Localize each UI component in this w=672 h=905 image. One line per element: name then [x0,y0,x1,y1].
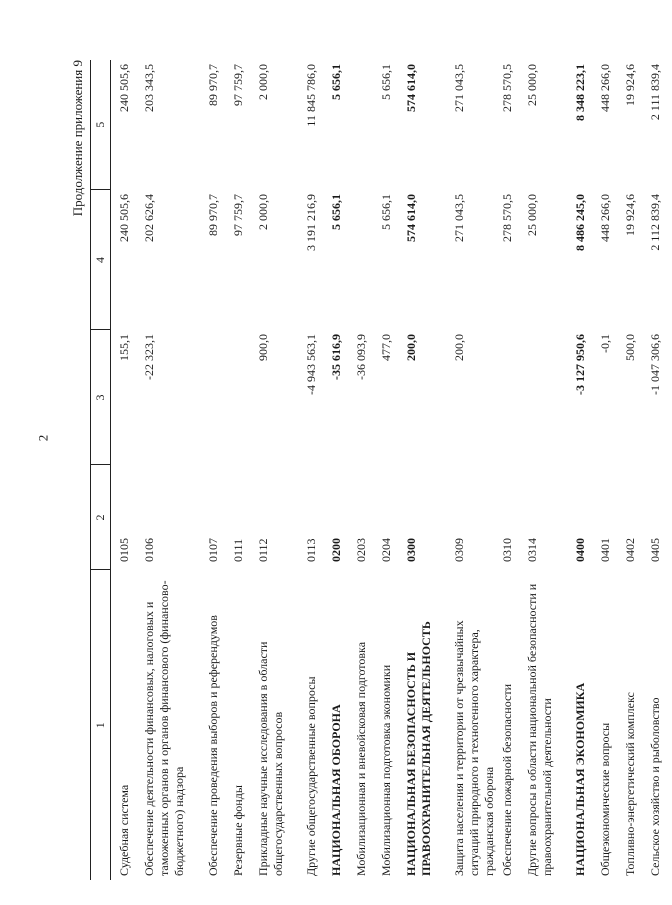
appendix-caption: Продолжение приложения 9 [70,60,85,217]
column-header: 3 [91,330,111,465]
row-code: 0113 [304,538,318,562]
row-name: Обеспечение деятельности финансовых, налоговых и таможенных органов и органов финансового (финансово-бюджетного) надзора [142,580,186,876]
table-row [499,60,524,880]
row-col3: -4 943 563,1 [304,334,318,395]
row-col5: 240 505,6 [117,64,131,112]
table-row [303,60,328,880]
row-name: Общеэкономические вопросы [598,722,612,876]
row-code: 0200 [329,538,343,562]
row-col4 [353,190,378,330]
row-code: 0203 [354,538,368,562]
row-col3: -35 616,9 [329,334,343,380]
row-col3 [230,330,255,465]
row-col5: 97 759,7 [231,64,245,106]
table-row [524,60,572,880]
row-col4: 97 759,7 [231,194,245,236]
row-col4: 271 043,5 [452,194,466,242]
row-col5: 271 043,5 [452,64,466,112]
row-col3: 500,0 [623,334,637,361]
row-col4: 89 970,7 [206,194,220,236]
row-col4: 19 924,6 [623,194,637,236]
row-name: Топливно-энергетический комплекс [623,692,637,876]
row-col5: 278 570,5 [500,64,514,112]
row-col3: 200,0 [452,334,466,361]
row-code: 0300 [404,538,418,562]
row-code: 0105 [117,538,131,562]
table-row [597,60,622,880]
column-header: 5 [91,60,111,190]
table-row [451,60,499,880]
row-col4: 240 505,6 [117,194,131,242]
row-col3: -3 127 950,6 [573,334,587,395]
row-name: НАЦИОНАЛЬНАЯ ЭКОНОМИКА [573,682,587,876]
row-col5: 2 111 839,4 [648,64,662,121]
row-code: 0402 [623,538,637,562]
row-col4: 448 266,0 [598,194,612,242]
row-name: Сельское хозяйство и рыболовство [648,697,662,876]
row-name: Резервные фонды [231,785,245,876]
row-col5: 574 614,0 [404,64,418,112]
row-col5: 89 970,7 [206,64,220,106]
row-col5: 5 656,1 [329,64,343,100]
row-col4: 8 486 245,0 [573,194,587,251]
column-header: 1 [91,570,111,880]
row-code: 0400 [573,538,587,562]
row-name: НАЦИОНАЛЬНАЯ БЕЗОПАСНОСТЬ И ПРАВООХРАНИТЕЛЬНАЯ ДЕЯТЕЛЬНОСТЬ [404,621,433,876]
row-col3 [524,330,572,465]
row-col5: 203 343,5 [142,64,156,112]
table-row [353,60,378,880]
row-name: Обеспечение пожарной безопасности [500,683,514,876]
table-row [403,60,451,880]
row-name: Мобилизационная подготовка экономики [379,664,393,876]
row-col5 [353,60,378,190]
table-row [622,60,647,880]
table-row [230,60,255,880]
row-col3 [205,330,230,465]
row-col5: 8 348 223,1 [573,64,587,121]
row-col4: 202 626,4 [142,194,156,242]
table-row [572,60,597,880]
row-name: Другие вопросы в области национальной безопасности и правоохранительной деятельности [525,583,554,876]
row-col3: -36 093,9 [354,334,368,380]
row-col4: 2 112 839,4 [648,194,662,251]
row-name: Обеспечение проведения выборов и референдумов [206,615,220,876]
row-name: НАЦИОНАЛЬНАЯ ОБОРОНА [329,704,343,876]
table-row [111,60,142,880]
row-col5: 448 266,0 [598,64,612,112]
row-col5: 25 000,0 [525,64,539,106]
table-row [141,60,205,880]
row-col3: 200,0 [404,334,418,361]
row-col4: 3 191 216,9 [304,194,318,251]
row-col5: 2 000,0 [256,64,270,100]
column-header: 4 [91,190,111,330]
table-row [328,60,353,880]
table-row [378,60,403,880]
page-number: 2 [35,434,51,442]
row-name: Судебная система [117,784,131,876]
table-row [255,60,303,880]
row-code: 0111 [231,538,245,562]
row-col4: 5 656,1 [379,194,393,230]
row-col3: 477,0 [379,334,393,361]
row-col3: -22 323,1 [142,334,156,380]
row-col5: 19 924,6 [623,64,637,106]
row-col3 [499,330,524,465]
table-row [647,60,672,880]
budget-table [90,60,672,880]
row-code: 0405 [648,538,662,562]
row-code: 0314 [525,538,539,562]
row-col3: 900,0 [256,334,270,361]
header-row [91,60,111,880]
column-header: 2 [91,465,111,570]
row-name: Мобилизационная и вневойсковая подготовка [354,641,368,876]
row-col5: 5 656,1 [379,64,393,100]
row-col3: -1 047 306,6 [648,334,662,395]
row-name: Защита населения и территории от чрезвычайных ситуаций природного и техногенного характера, гражданская оборона [452,620,496,876]
row-code: 0112 [256,538,270,562]
row-col5: 11 845 786,0 [304,64,318,127]
row-col3: -0,1 [598,334,612,353]
row-col3: 155,1 [117,334,131,361]
row-col4: 2 000,0 [256,194,270,230]
row-col4: 5 656,1 [329,194,343,230]
table-row [205,60,230,880]
row-code: 0106 [142,538,156,562]
row-name: Другие общегосударственные вопросы [304,676,318,876]
row-code: 0204 [379,538,393,562]
row-col4: 278 570,5 [500,194,514,242]
row-col4: 574 614,0 [404,194,418,242]
row-code: 0401 [598,538,612,562]
row-code: 0107 [206,538,220,562]
row-code: 0310 [500,538,514,562]
row-code: 0309 [452,538,466,562]
rotated-page [70,60,662,880]
row-col4: 25 000,0 [525,194,539,236]
row-name: Прикладные научные исследования в области общегосударственных вопросов [256,641,285,876]
